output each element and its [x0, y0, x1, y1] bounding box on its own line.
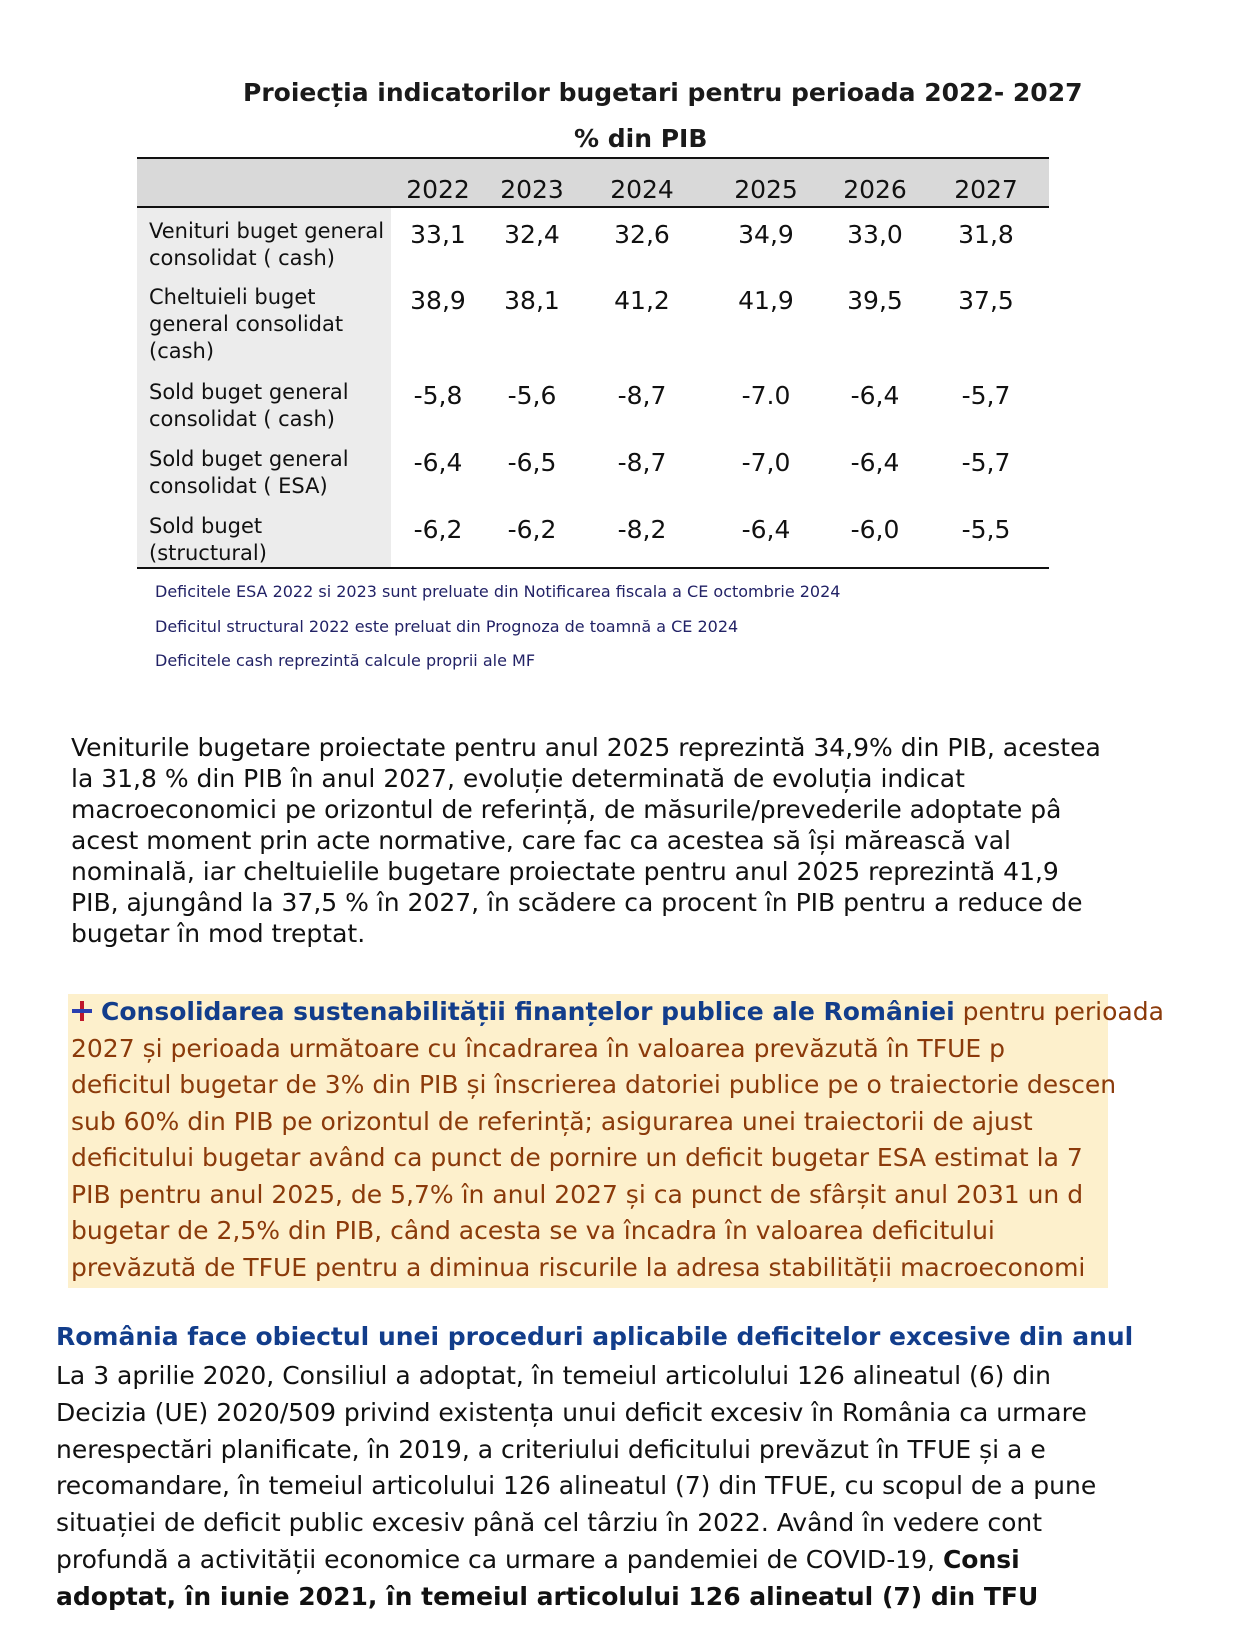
row-label-line: Venituri buget general: [149, 219, 385, 243]
table-cell: -8,7: [617, 448, 667, 477]
row-label-line: (structural): [149, 541, 267, 565]
year-header: 2025: [705, 158, 827, 207]
row-label-line: Cheltuieli buget: [149, 285, 316, 309]
row-label: [137, 369, 391, 436]
year-header: 2027: [923, 158, 1049, 207]
table-corner-cell: [137, 158, 391, 207]
table-cell: -6,4: [850, 448, 900, 477]
row-label-line: consolidat ( cash): [149, 407, 335, 431]
table-cell: -5,7: [961, 381, 1011, 410]
section-line: situației de deficit public excesiv până cel târziu în 2022. Având în vedere cont: [56, 1508, 1043, 1538]
section-heading: România face obiectul unei proceduri aplicabile deficitelor excesive din anul: [56, 1322, 1134, 1351]
row-label-line: Sold buget: [149, 514, 263, 538]
highlight-line: prevăzută de TFUE pentru a diminua riscurile la adresa stabilității macroeconomi: [71, 1252, 1086, 1282]
table-cell: 41,2: [614, 286, 670, 315]
row-label-line: consolidat ( cash): [149, 246, 335, 270]
paragraph-line: la 31,8 % din PIB în anul 2027, evoluție determinată de evoluția indicat: [71, 764, 965, 793]
section-line: La 3 aprilie 2020, Consiliul a adoptat, în temeiul articolului 126 alineatul (6) din: [56, 1361, 1052, 1390]
section-line-bold: Consi: [942, 1544, 1020, 1574]
table-cell: -6,4: [705, 503, 827, 568]
table-row: [137, 503, 1049, 568]
paragraph-line: nominală, iar cheltuielile bugetare proiectate pentru anul 2025 reprezintă 41,9: [71, 857, 1059, 886]
year-header: 2024: [579, 158, 705, 207]
table-cell: 41,9: [738, 286, 794, 315]
year-header: 2023: [485, 158, 579, 207]
year-header: 2026: [827, 158, 923, 207]
paragraph-line: PIB, ajungând la 37,5 % în 2027, în scădere ca procent în PIB pentru a reduce de: [71, 888, 1083, 917]
table-cell: -5,5: [923, 503, 1049, 568]
section-line: Decizia (UE) 2020/509 privind existența unui deficit excesiv în România ca urmare: [56, 1397, 1087, 1427]
table-cell: 39,5: [847, 286, 903, 315]
table-cell: -6,2: [485, 503, 579, 568]
highlight-line: sub 60% din PIB pe orizontul de referință; asigurarea unei traiectorii de ajust: [71, 1106, 1033, 1136]
table-subtitle: % din PIB: [574, 124, 708, 153]
table-cell: 32,4: [504, 220, 560, 249]
table-cell: 37,5: [958, 286, 1014, 315]
paragraph-line: acest moment prin acte normative, care fac ca acestea să își mărească val: [71, 826, 1011, 855]
row-label: [137, 207, 391, 274]
table-cell: -7.0: [741, 381, 791, 410]
row-label-line: (cash): [149, 339, 215, 363]
table-row: [137, 207, 1049, 274]
table-cell: 38,9: [410, 286, 466, 315]
table-cell: -8,7: [617, 381, 667, 410]
row-label: [137, 436, 391, 503]
table-note: Deficitele cash reprezintă calcule proprii ale MF: [155, 651, 536, 670]
row-label-line: Sold buget general: [149, 447, 349, 471]
highlighted-objective-block: [68, 994, 1164, 1288]
year-header: 2022: [391, 158, 485, 207]
section-body: [56, 1358, 1256, 1616]
paragraph-revenues: [71, 732, 1221, 949]
table-note: Deficitul structural 2022 este preluat din Prognoza de toamnă a CE 2024: [155, 617, 739, 636]
section-line: nerespectări planificate, în 2019, a criteriului deficitului prevăzut în TFUE și a e: [56, 1434, 1046, 1464]
row-label-line: consolidat ( ESA): [149, 474, 328, 498]
table-row: [137, 369, 1049, 436]
table-cell: 33,1: [410, 220, 466, 249]
paragraph-line: macroeconomici pe orizontul de referință, de măsurile/prevederile adoptate pâ: [71, 795, 1062, 824]
table-cell: -6,5: [507, 448, 557, 477]
table-header-row: [137, 158, 1049, 207]
table-cell: -8,2: [579, 503, 705, 568]
row-label: [137, 274, 391, 369]
table-cell: 31,8: [958, 220, 1014, 249]
row-label-line: general consolidat: [149, 312, 344, 336]
highlight-line: deficitul bugetar de 3% din PIB și înscrierea datoriei publice pe o traiectorie descen: [71, 1070, 1117, 1099]
table-cell: 33,0: [847, 220, 903, 249]
plus-icon: [71, 1000, 93, 1022]
table-row: [137, 436, 1049, 503]
table-cell: -7,0: [741, 448, 791, 477]
highlight-first-line: [71, 994, 1164, 1031]
table-row: [137, 274, 1049, 369]
table-title: Proiecția indicatorilor bugetari pentru perioada 2022- 2027: [243, 78, 1083, 107]
budget-indicators-table: [137, 157, 1049, 569]
table-cell: 38,1: [504, 286, 560, 315]
paragraph-line: Veniturile bugetare proiectate pentru anul 2025 reprezintă 34,9% din PIB, acestea: [71, 733, 1101, 762]
table-cell: 32,6: [614, 220, 670, 249]
highlight-heading-rest: pentru perioada: [954, 997, 1164, 1026]
section-line-bold-full: adoptat, în iunie 2021, în temeiul articolului 126 alineatul (7) din TFU: [56, 1581, 1039, 1611]
table-cell: -6,2: [391, 503, 485, 568]
table-cell: -5,8: [413, 381, 463, 410]
table-cell: 34,9: [738, 220, 794, 249]
row-label-line: Sold buget general: [149, 380, 349, 404]
highlight-heading: Consolidarea sustenabilității finanțelor publice ale României: [101, 997, 955, 1026]
table-cell: -5,7: [961, 448, 1011, 477]
row-label: [137, 503, 391, 568]
section-line-mixed: [56, 1542, 1256, 1579]
paragraph-line: bugetar în mod treptat.: [71, 919, 366, 948]
highlight-line: deficitului bugetar având ca punct de pornire un deficit bugetar ESA estimat la 7: [71, 1143, 1083, 1172]
highlight-line: PIB pentru anul 2025, de 5,7% în anul 2027 și ca punct de sfârșit anul 2031 un d: [71, 1179, 1084, 1209]
table-note: Deficitele ESA 2022 si 2023 sunt preluate din Notificarea fiscala a CE octombrie 2024: [155, 582, 841, 601]
section-line-normal: profundă a activității economice ca urmare a pandemiei de COVID-19,: [56, 1544, 943, 1574]
section-line: recomandare, în temeiul articolului 126 alineatul (7) din TFUE, cu scopul de a pune: [56, 1471, 1097, 1501]
table-cell: -5,6: [507, 381, 557, 410]
highlight-line: 2027 și perioada următoare cu încadrarea în valoarea prevăzută în TFUE p: [71, 1033, 1005, 1063]
table-cell: -6,4: [850, 381, 900, 410]
table-cell: -6,4: [413, 448, 463, 477]
highlight-line: bugetar de 2,5% din PIB, când acesta se va încadra în valoarea deficitului: [71, 1216, 995, 1245]
table-cell: -6,0: [827, 503, 923, 568]
